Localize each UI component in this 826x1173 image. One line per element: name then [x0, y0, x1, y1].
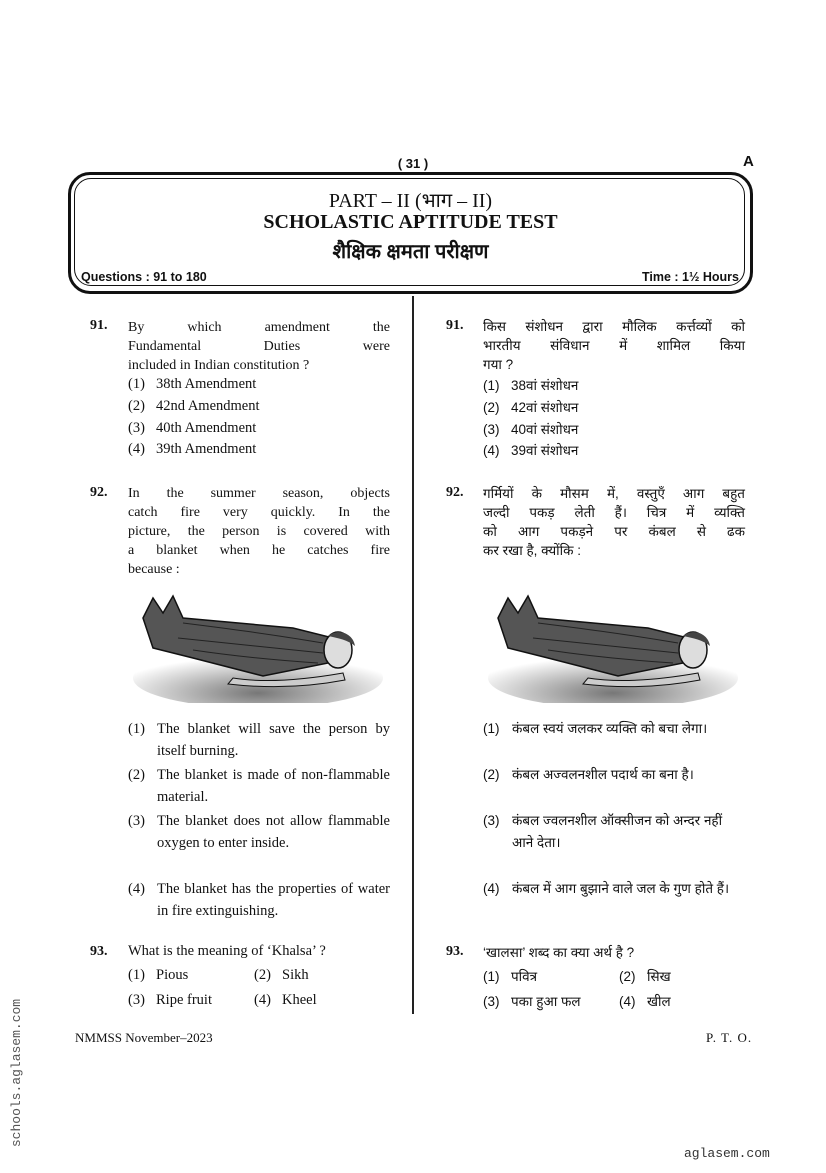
option: (4) Kheel	[254, 992, 317, 1008]
question-91-stem-hindi: किस संशोधन द्वारा मौलिक कर्त्तव्यों को भारतीय संविधान में शामिल किया गया ?	[483, 319, 745, 372]
option: (2) Sikh	[254, 967, 309, 983]
question-number: 91.	[446, 318, 464, 333]
column-divider	[412, 296, 414, 1014]
option: (1) कंबल स्वयं जलकर व्यक्ति को बचा लेगा।	[483, 721, 708, 736]
question-number: 92.	[90, 485, 108, 500]
option: (3) 40th Amendment	[128, 420, 257, 436]
option: (4) कंबल में आग बुझाने वाले जल के गुण होते हैं।	[483, 881, 730, 896]
questions-range: Questions : 91 to 180	[81, 270, 207, 284]
question-93-stem: What is the meaning of ‘Khalsa’ ?	[128, 943, 326, 959]
option: (4) The blanket has the properties of water in fire extinguishing.	[128, 881, 390, 919]
question-93-stem-hindi: ‘खालसा’ शब्द का क्या अर्थ है ?	[483, 945, 635, 960]
section-title: SCHOLASTIC APTITUDE TEST	[263, 211, 558, 233]
question-91-stem: By which amendment the Fundamental Duties were included in Indian constitution ?	[128, 320, 390, 373]
exam-name-footer: NMMSS November–2023	[75, 1030, 213, 1045]
set-code: A	[743, 153, 754, 170]
question-number: 91.	[90, 318, 108, 333]
option: (2) कंबल अज्वलनशील पदार्थ का बना है।	[483, 767, 694, 782]
side-watermark: schools.aglasem.com	[9, 998, 24, 1148]
section-header	[68, 172, 753, 294]
option: (1) Pious	[128, 967, 189, 983]
question-number: 93.	[90, 944, 108, 959]
option: (3) कंबल ज्वलनशील ऑक्सीजन को अन्दर नहीं आने देता।	[483, 813, 723, 850]
bottom-watermark: aglasem.com	[684, 1146, 770, 1161]
person-covered-with-blanket-figure	[488, 588, 738, 703]
page-number: ( 31 )	[397, 156, 429, 171]
option: (2) The blanket is made of non-flammable material.	[128, 767, 390, 805]
option: (3) 40वां संशोधन	[483, 422, 579, 437]
option: (4) 39वां संशोधन	[483, 443, 579, 458]
option: (1) पवित्र	[483, 969, 538, 984]
option: (1) 38वां संशोधन	[483, 378, 579, 393]
option: (3) Ripe fruit	[128, 992, 212, 1008]
please-turn-over: P. T. O.	[706, 1030, 753, 1045]
option: (2) सिख	[619, 969, 671, 984]
question-number: 92.	[446, 485, 464, 500]
option: (1) The blanket will save the person by itself burning.	[128, 721, 390, 759]
question-number: 93.	[446, 944, 464, 959]
question-92-stem-hindi: गर्मियों के मौसम में, वस्तुएँ आग बहुत जल्दी पकड़ लेती हैं। चित्र में व्यक्ति को आग पकड़ने पर कंबल से ढक कर रखा है, क्योंकि :	[483, 486, 745, 558]
option: (4) खील	[619, 994, 671, 1009]
option: (2) 42वां संशोधन	[483, 400, 579, 415]
person-covered-with-blanket-figure	[133, 588, 383, 703]
question-92-stem: In the summer season, objects catch fire very quickly. In the picture, the person is covered with a blanket when he catches fire because :	[128, 486, 390, 577]
option: (3) The blanket does not allow flammable oxygen to enter inside.	[128, 813, 390, 851]
part-title: PART – II (भाग – II)	[328, 190, 493, 212]
time-allowed: Time : 1½ Hours	[641, 270, 739, 284]
option: (3) पका हुआ फल	[483, 994, 581, 1009]
option: (1) 38th Amendment	[128, 376, 257, 392]
option: (2) 42nd Amendment	[128, 398, 260, 414]
option: (4) 39th Amendment	[128, 441, 257, 457]
section-title-hindi: शैक्षिक क्षमता परीक्षण	[332, 241, 489, 263]
